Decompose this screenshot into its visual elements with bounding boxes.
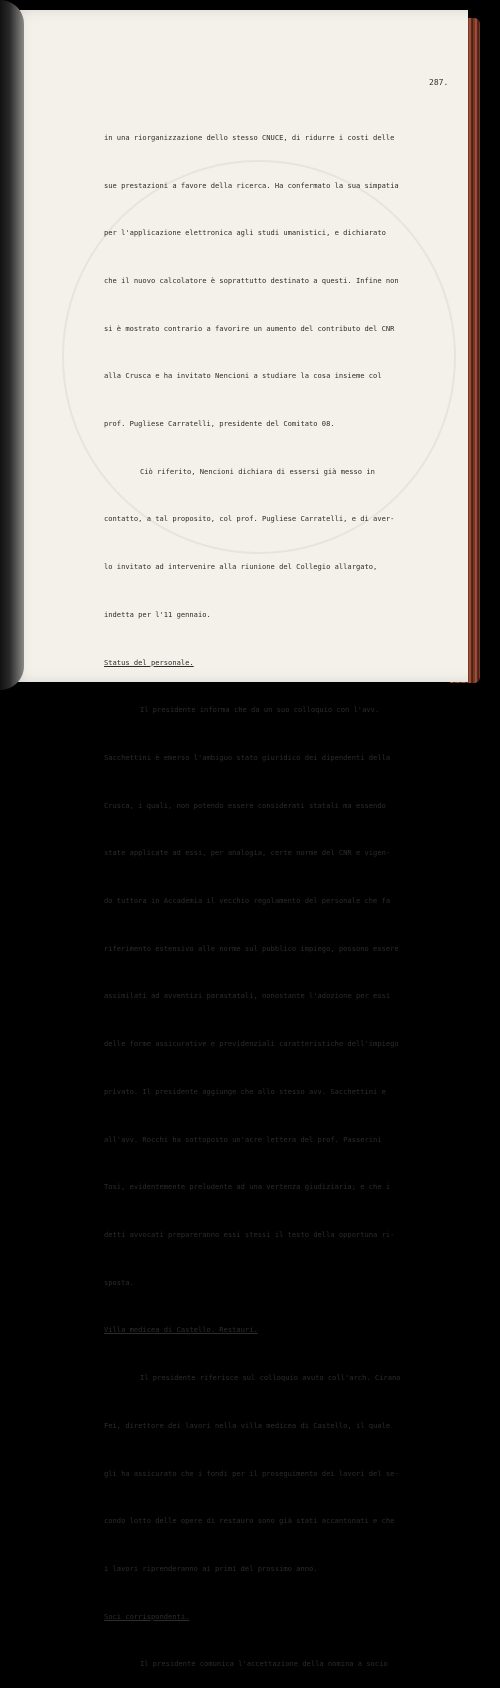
text-line: Crusca, i quali, non potendo essere considerati statali ma essendo — [104, 800, 386, 810]
text-line: do tuttora in Accademia il vecchio regolamento del personale che fa — [104, 896, 391, 906]
text-line: in una riorganizzazione dello stesso CNUCE, di ridurre i costi delle — [104, 132, 395, 142]
text-line: privato. Il presidente aggiunge che allo stesso avv. Sacchettini e — [104, 1086, 386, 1096]
section-heading-villa: Villa medicea di Castello. Restauri. — [104, 1325, 258, 1335]
text-line: Il presidente informa che da un suo colloquio con l'avv. — [140, 705, 380, 715]
text-line: condo lotto delle opere di restauro sono già stati accantonati e che — [104, 1516, 395, 1526]
text-line: Fei, direttore dei lavori nella villa medicea di Castello, il quale — [104, 1420, 391, 1430]
facing-page-edge — [0, 0, 24, 690]
text-line: all'avv. Rocchi ha sottoposto un'acre lettera del prof. Passerini — [104, 1134, 382, 1144]
text-line: Ciò riferito, Nencioni dichiara di essersi già messo in — [140, 466, 375, 476]
text-line: per l'applicazione elettronica agli studi umanistici, e dichiarato — [104, 228, 386, 238]
text-line: Il presidente comunica l'accettazione della nomina a socio — [140, 1659, 388, 1669]
text-line: contatto, a tal proposito, col prof. Pugliese Carratelli, e di aver- — [104, 514, 395, 524]
text-line: sue prestazioni a favore della ricerca. Ha confermato la sua simpatia — [104, 180, 399, 190]
text-line: i lavori riprenderanno ai primi del prossimo anno. — [104, 1563, 318, 1573]
text-line: si è mostrato contrario a favorire un aumento del contributo del CNR — [104, 323, 395, 333]
text-line: indetta per l'11 gennaio. — [104, 609, 211, 619]
text-line: che il nuovo calcolatore è soprattutto destinato a questi. Infine non — [104, 275, 399, 285]
text-line: Tosi, evidentemente preludente ad una vertenza giudiziaria; e che i — [104, 1182, 391, 1192]
text-line: riferimento estensivo alle norme sul pubblico impiego, possono essere — [104, 943, 399, 953]
body-text — [104, 98, 424, 1688]
text-line: assimilati ad avventizi parastatali, nonostante l'adozione per essi — [104, 991, 391, 1001]
section-heading-soci: Soci corrispondenti. — [104, 1611, 190, 1621]
text-line: gli ha assicurato che i fondi per il proseguimento dei lavori del se- — [104, 1468, 399, 1478]
text-line: alla Crusca e ha invitato Nencioni a studiare la cosa insieme col — [104, 371, 382, 381]
section-heading-status: Status del personale. — [104, 657, 194, 667]
text-line: delle forme assicurative e previdenziali caratteristiche dell'impiego — [104, 1039, 399, 1049]
text-line: state applicate ad essi, per analogia, certe norme del CNR e vigen- — [104, 848, 391, 858]
text-line: lo invitato ad intervenire alla riunione del Collegio allargato, — [104, 562, 378, 572]
text-line: prof. Pugliese Carratelli, presidente del Comitato 08. — [104, 419, 335, 429]
text-line: Sacchettini è emerso l'ambiguo stato giuridico dei dipendenti della — [104, 752, 391, 762]
text-line: sposta. — [104, 1277, 134, 1287]
page-number: 287. — [429, 78, 449, 87]
text-line: Il presidente riferisce sul colloquio avuto coll'arch. Cirano — [140, 1373, 401, 1383]
text-line: detti avvocati prepareranno essi stessi il testo della opportuna ri- — [104, 1229, 395, 1239]
